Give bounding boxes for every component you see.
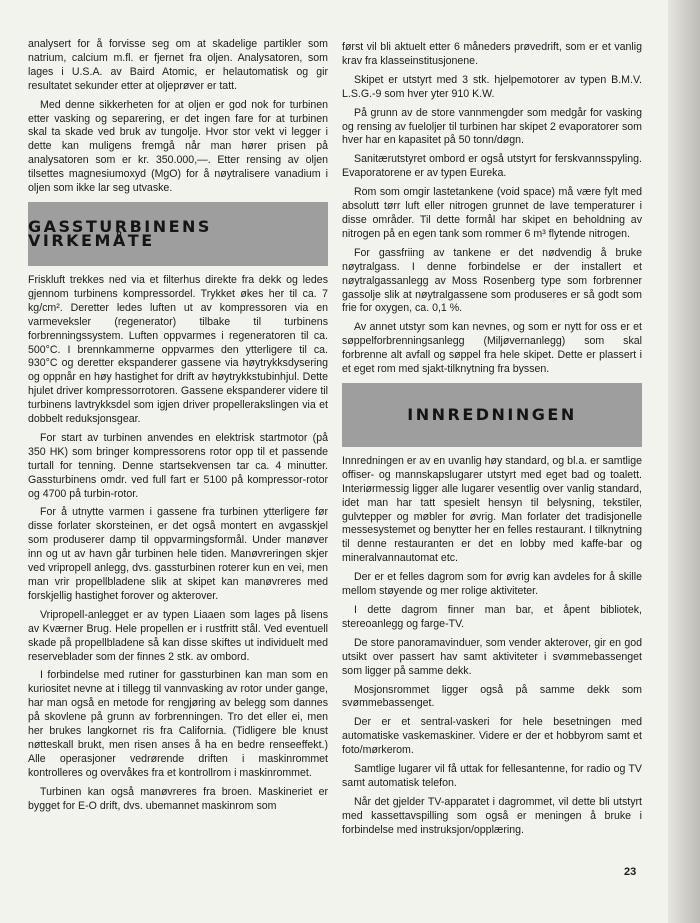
paragraph: Skipet er utstyrt med 3 stk. hjelpemotorer av typen B.M.V. L.S.G.-9 som hver yter 910 K.W. xyxy=(342,73,642,100)
section-heading: INNREDNINGEN xyxy=(407,404,577,424)
paragraph: For start av turbinen anvendes en elektrisk startmotor (på 350 HK) som bringer kompressorens rotor opp til et passende turtall for tenning. Denne startsekvensen tar ca. 4 minutter. Gassturbinens omdr. ved full fart er 5100 på kompressor-rotor og 4700 på turbin-rotor. xyxy=(28,431,328,500)
paragraph: Mosjonsrommet ligger også på samme dekk som svømmebassenget. xyxy=(342,683,642,710)
paragraph: Innredningen er av en uvanlig høy standard, og bl.a. er samtlige offiser- og mannskapslugarer utstyrt med eget bad og toalett. Interiørmessig ligger alle lugarer vesentlig over vanlig standard, idet man har tatt spesielt hensyn til belysning, tekstiler, gulvtepper og møbler for øvrig. Man forlater det tradisjonelle messesystemet og benytter her en felles restaurant. I tilknytning til denne restauranten er det en lobby med kaffe-bar og mineralvannautomat etc. xyxy=(342,454,642,565)
paragraph: Vripropell-anlegget er av typen Liaaen som lages på lisens av Kværner Brug. Hele propellen er i rustfritt stål. Ved eventuell skade på propellbladene så kan disse skiftes ut individuelt med reserveblader som der finnes 2 stk. av ombord. xyxy=(28,608,328,663)
paragraph: De store panoramavinduer, som vender akterover, gir en god utsikt over passert hav samt aktiviteter i svømmebassenget som ligger på samme dekk. xyxy=(342,636,642,677)
paragraph: først vil bli aktuelt etter 6 måneders prøvedrift, som er et vanlig krav fra klasseinstitusjonene. xyxy=(342,41,642,67)
paragraph: Rom som omgir lastetankene (void space) må være fylt med absolutt tørr luft eller nitrogen grunnet de lave temperaturer i disse områder. Til dette formål har skipet en beholdning av nitrogen på en egen tank som rommer 6 m³ flytende nitrogen. xyxy=(342,186,642,240)
right-column xyxy=(342,41,642,843)
paragraph: Samtlige lugarer vil få uttak for fellesantenne, for radio og TV samt automatisk telefon. xyxy=(342,763,642,789)
paragraph: For å utnytte varmen i gassene fra turbinen ytterligere før disse forlater skorsteinen, er det også montert en avgasskjel som produserer damp til oppvarmingsformål. Under manøver inn og ut av havn går turbinen hele tiden. Manøvreringen skjer ved vripropell anlegg, dvs. gassturbinen roterer kun en vei, men man vrir propellbladene slik at skipet kan manøvreres med forskjellig hastighet forover og akterover. xyxy=(28,506,328,602)
paragraph: For gassfriing av tankene er det nødvendig å bruke nøytralgass. I denne forbindelse er der installert et nøytralgassanlegg av Moss Rosenberg type som forbrenner gassolje slik at nøytralgassene som produseres er så godt som frie for oxygen, ca. 0,1 %. xyxy=(342,246,642,315)
paragraph: Når det gjelder TV-apparatet i dagrommet, vil dette bli utstyrt med kassettavspilling som også er meningen å bruke i forbindelse med instruksjon/opplæring. xyxy=(342,795,642,836)
paragraph: Sanitærutstyret ombord er også utstyrt for ferskvannsspyling. Evaporatorene er av typen Eureka. xyxy=(342,153,642,180)
paragraph: analysert for å forvisse seg om at skadelige partikler som natrium, calcium m.fl. er fjernet fra oljen. Analysatoren, som lages i U.S.A. av Baird Atomic, er helautomatisk og gir resultatet sekunder etter at oljeprøver er tatt. xyxy=(28,38,328,92)
page-number: 23 xyxy=(624,866,637,878)
paragraph: Av annet utstyr som kan nevnes, og som er nytt for oss er et søppelforbrenningsanlegg (Miljøvernanlegg) som skal forbrenne alt avfall og søppel fra hele skipet. Dette er plassert i et eget rom med sjakt-tilknytning fra byssen. xyxy=(342,321,642,376)
paragraph: I forbindelse med rutiner for gassturbinen kan man som en kuriositet nevne at i tillegg til vannvasking av rotor under gange, har man også en metode for rengjøring av belegg som dannes på skovlene på grunn av forbrenningen. Tro det eller ei, men her brukes langkornet ris fra California. (Tidligere ble knust nøtteskall brukt, men risen anses å ha en bedre renseeffekt.) Alle operasjoner vedrørende driften i maskinrommet kontrolleres og overvåkes fra et kontrollrom i maskinrommet. xyxy=(28,669,328,779)
page-edge xyxy=(668,0,700,923)
paragraph: Med denne sikkerheten for at oljen er god nok for turbinen etter vasking og separering, er det ingen fare for at turbinen skal ta skade ved bruk av tungolje. Hvor stor vekt vi legger i dette kan muligens fremgå når man hører prisen på analysatoren som er kr. 350.000,—. Etter rensing av oljen tilsettes magnesiumoxyd (MgO) for å nøytralisere vanadium i oljen som ikke lar seg utvaske. xyxy=(28,98,328,195)
paragraph: Turbinen kan også manøvreres fra broen. Maskineriet er bygget for E-O drift, dvs. ubemannet maskinrom som xyxy=(28,785,328,812)
paragraph: Der er et felles dagrom som for øvrig kan avdeles for å skille mellom støyende og mer rolige aktiviteter. xyxy=(342,571,642,598)
paragraph: Der er et sentral-vaskeri for hele besetningen med automatiske vaskemaskiner. Videre er der et hobbyrom samt et foto/mørkerom. xyxy=(342,716,642,757)
paragraph: På grunn av de store vannmengder som medgår for vasking og rensing av fueloljer til turbinen har skipet 2 evaporatorer som hver har en kapasitet på 50 tonn/døgn. xyxy=(342,106,642,147)
section-heading: GASSTURBINENS VIRKEMÅTE xyxy=(28,217,212,250)
left-column xyxy=(28,38,328,819)
paragraph: I dette dagrom finner man bar, et åpent bibliotek, stereoanlegg og farge-TV. xyxy=(342,604,642,630)
paragraph: Friskluft trekkes ned via et filterhus direkte fra dekk og ledes gjennom turbinens kompressordel. Trykket økes her til ca. 7 kg/cm². Deretter ledes luften ut av kompressoren via en varmeveksler (regenerator) tilbake til turbinens forbrenningssystem. Luften oppvarmes i regeneratoren til ca. 500°C. I brennkammerne oppvarmes den ytterligere til ca. 930°C og deretter ekspanderer gassene via høytrykksdysering og oppnår en høy hastighet for drift av høytrykkstubinhjul. Dette hjulet driver kompressorrotoren. Gassene ekspanderer videre til turbinens lavtrykksdel som igjen driver propellerakslingen via et dobbelt reduksjonsgear. xyxy=(28,273,328,426)
section-heading-box xyxy=(28,202,328,266)
section-heading-box xyxy=(342,383,642,447)
